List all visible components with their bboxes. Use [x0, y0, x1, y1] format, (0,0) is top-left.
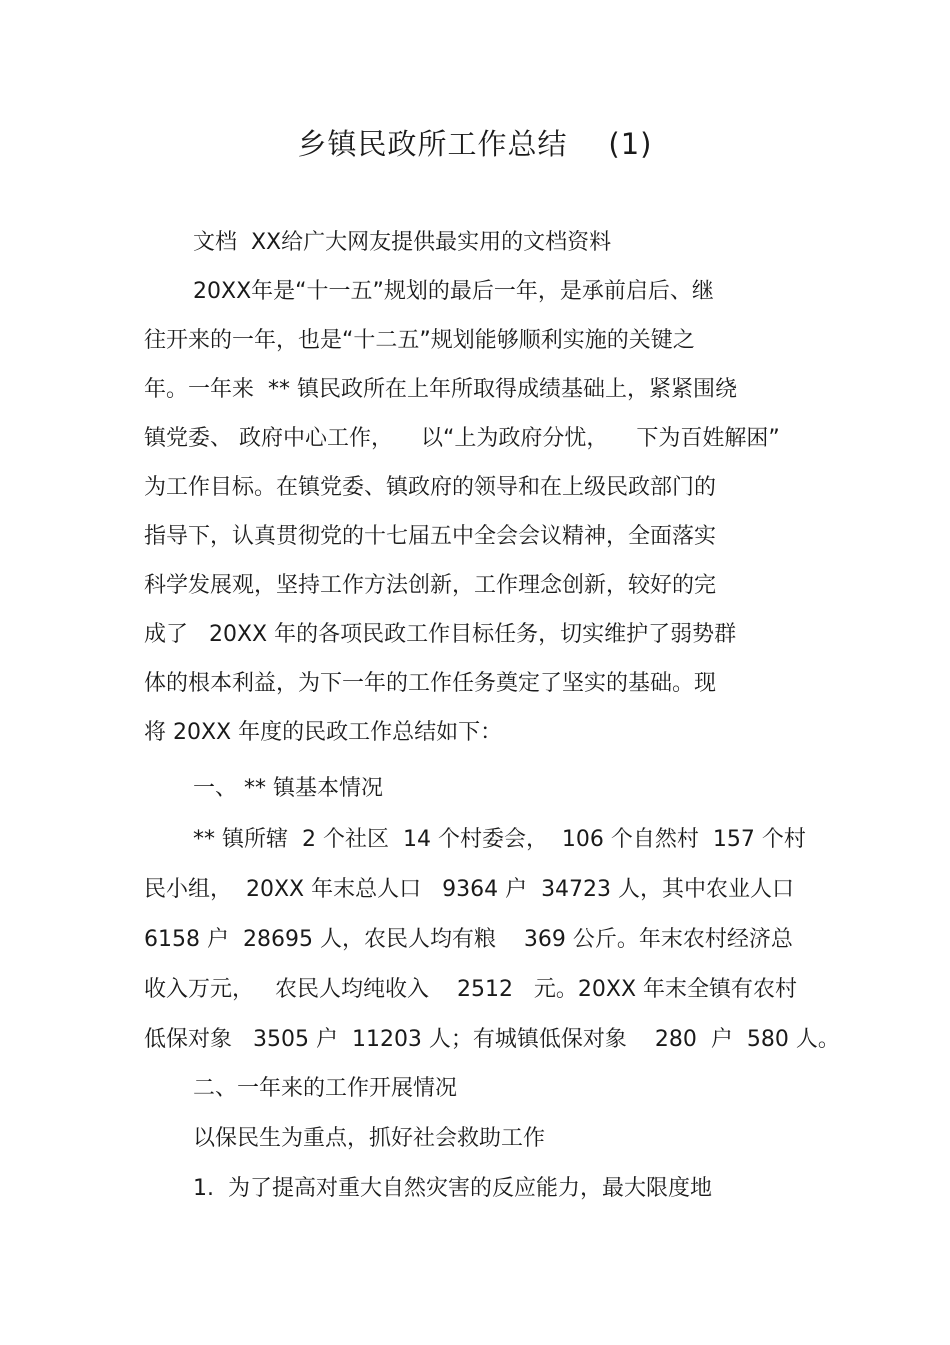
document-title: 乡镇民政所工作总结 (1)	[297, 127, 653, 161]
paragraph-line-14: 6158 户 28695 人，农民人均有粮 369 公斤。年末农村经济总	[144, 927, 793, 952]
paragraph-line-11: 将 20XX 年度的民政工作总结如下：	[144, 720, 503, 745]
numbered-item-1: 1. 为了提高对重大自然灾害的反应能力，最大限度地	[193, 1176, 712, 1201]
paragraph-line-5: 镇党委、 政府中心工作， 以“上为政府分忧， 下为百姓解困”	[144, 426, 780, 451]
paragraph-line-2: 20XX年是“十一五”规划的最后一年，是承前启后、继	[193, 279, 714, 304]
paragraph-line-12: ** 镇所辖 2 个社区 14 个村委会， 106 个自然村 157 个村	[193, 827, 806, 852]
paragraph-line-8: 科学发展观，坚持工作方法创新，工作理念创新，较好的完	[144, 573, 717, 598]
paragraph-line-6: 为工作目标。在镇党委、镇政府的领导和在上级民政部门的	[144, 475, 717, 500]
section-heading-1: 一、 ** 镇基本情况	[193, 776, 383, 801]
paragraph-line-15: 收入万元， 农民人均纯收入 2512 元。20XX 年末全镇有农村	[144, 977, 798, 1002]
paragraph-line-16: 低保对象 3505 户 11203 人；有城镇低保对象 280 户 580 人。	[144, 1027, 840, 1052]
paragraph-line-13: 民小组， 20XX 年末总人口 9364 户 34723 人，其中农业人口	[144, 877, 795, 902]
paragraph-line-9: 成了 20XX 年的各项民政工作目标任务，切实维护了弱势群	[144, 622, 737, 647]
paragraph-line-7: 指导下，认真贯彻党的十七届五中全会会议精神，全面落实	[144, 524, 717, 549]
paragraph-line-1: 文档 XX给广大网友提供最实用的文档资料	[193, 230, 612, 255]
subheading-line: 以保民生为重点，抓好社会救助工作	[193, 1126, 546, 1151]
section-heading-2: 二、一年来的工作开展情况	[193, 1076, 458, 1101]
paragraph-line-4: 年。一年来 ** 镇民政所在上年所取得成绩基础上，紧紧围绕	[144, 377, 737, 402]
paragraph-line-10: 体的根本利益，为下一年的工作任务奠定了坚实的基础。现	[144, 671, 717, 696]
paragraph-line-3: 往开来的一年，也是“十二五”规划能够顺利实施的关键之	[144, 328, 695, 353]
